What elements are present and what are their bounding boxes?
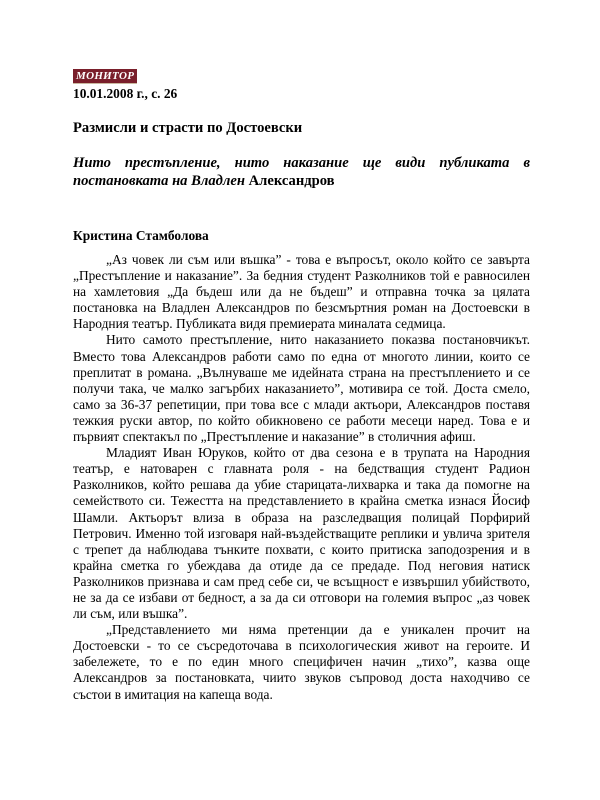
article-headline: Размисли и страсти по Достоевски [73, 120, 303, 136]
article-subhead [73, 154, 530, 190]
article-body [73, 252, 530, 703]
subhead-upright-text: Александров [244, 173, 335, 189]
document-page [73, 66, 530, 703]
subhead-italic-text: Нито престъпление, нито наказание ще види публиката в постановката на Владлен [73, 155, 530, 189]
paragraph: Нито самото престъпление, нито наказанието показва постановчикът. Вместо това Александров работи само по една от многото линии, които се преплитат в романа. „Вълнуваше ме идейната страна на престъплението и се получи така, че малко загърбих наказанието”, мотивира се той. Доста смело, само за 36-37 репетиции, при това все с млади актьори, Александров поставя тежкия руски автор, по който обикновено се работи месеци наред. Това е и първият спектакъл по „Престъпление и наказание” в столичния афиш. [73, 332, 530, 445]
paragraph: Младият Иван Юруков, който от два сезона е в трупата на Народния театър, е натоварен с главната роля - на бедстващия студент Радион Разколников, който решава да убие старицата-лихварка и така да помогне на семейството си. Тежестта на представлението в крайна сметка изнася Йосиф Шамли. Актьорът влиза в образа на разследващия полицай Порфирий Петрович. Именно той изговаря най-въздействащите реплики и увлича зрителя с трепет да наблюдава тънките похвати, с които притиска заподозрения и в крайна сметка го убеждава да отиде да се предаде. Под неговия натиск Разколников признава и сам пред себе си, че всъщност е извършил убийството, не за да се избави от бедност, а за да си отговори на големия въпрос „аз човек ли съм, или въшка”. [73, 445, 530, 622]
dateline: 10.01.2008 г., с. 26 [73, 86, 178, 101]
article-author: Кристина Стамболова [73, 228, 209, 243]
paragraph: „Представлението ми няма претенции да е уникален прочит на Достоевски - то се съсредоточава в психологическия живот на героите. И забележете, то е по един много специфичен начин „тихо”, казва още Александров за постановката, чиито звуков съпровод доста находчиво се състои в имитация на капеща вода. [73, 622, 530, 702]
paragraph: „Аз човек ли съм или въшка” - това е въпросът, около който се завърта „Престъпление и наказание”. За бедния студент Разколников той е равносилен на хамлетовия „Да бъдеш или да не бъдеш” и отправна точка за цялата постановка на Владлен Александров по безсмъртния роман на Достоевски в Народния театър. Публиката видя премиерата миналата седмица. [73, 252, 530, 332]
monitor-logo: МОНИТОР [73, 69, 137, 84]
